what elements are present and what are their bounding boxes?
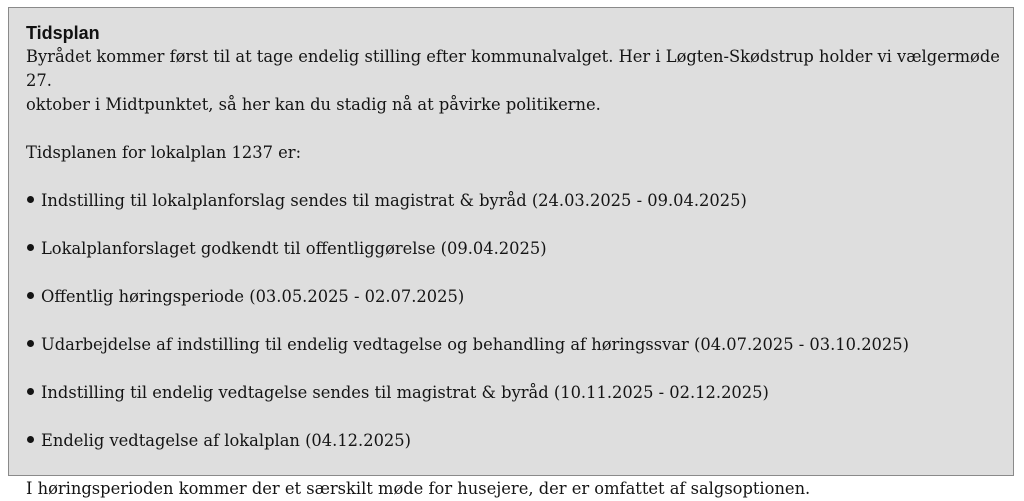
bullet-icon — [27, 388, 34, 395]
timeline-step — [26, 285, 1013, 309]
timeline-step-text: Indstilling til endelig vedtagelse sendes til magistrat & byråd (10.11.2025 - 02.12.2025) — [41, 383, 769, 402]
bullet-icon — [27, 196, 34, 203]
outro-paragraph: I høringsperioden kommer der et særskilt møde for husejere, der er omfattet af salgsoptionen. — [26, 479, 811, 498]
bullet-icon — [27, 292, 34, 299]
timeline-step-text: Lokalplanforslaget godkendt til offentliggørelse (09.04.2025) — [41, 239, 547, 258]
timeline-step-text: Udarbejdelse af indstilling til endelig vedtagelse og behandling af høringssvar (04.07.2025 - 03.10.2025) — [41, 335, 909, 354]
bullet-icon — [27, 244, 34, 251]
timeline-step — [26, 381, 1013, 405]
timeline-step-text: Offentlig høringsperiode (03.05.2025 - 02.07.2025) — [41, 287, 465, 306]
timeline-step-text: Indstilling til lokalplanforslag sendes til magistrat & byråd (24.03.2025 - 09.04.2025) — [41, 191, 747, 210]
timeline-step — [26, 189, 1013, 213]
timeline-steps-list — [26, 189, 1013, 453]
timeline-info-box — [8, 7, 1014, 498]
bullet-icon — [27, 436, 34, 443]
intro-paragraph: Byrådet kommer først til at tage endelig stilling efter kommunalvalget. Her i Løgten-Skødstrup holder vi vælgermøde 27. oktober i Midtpunktet, så her kan du stadig nå at påvirke politikerne. — [26, 47, 1000, 114]
timeline-step-text: Endelig vedtagelse af lokalplan (04.12.2025) — [41, 431, 411, 450]
timeline-step — [26, 429, 1013, 453]
timeline-step — [26, 333, 1013, 357]
bullet-icon — [27, 340, 34, 347]
timeline-step — [26, 237, 1013, 261]
timeline-lead-text: Tidsplanen for lokalplan 1237 er: — [26, 143, 302, 162]
section-title: Tidsplan — [26, 23, 100, 43]
